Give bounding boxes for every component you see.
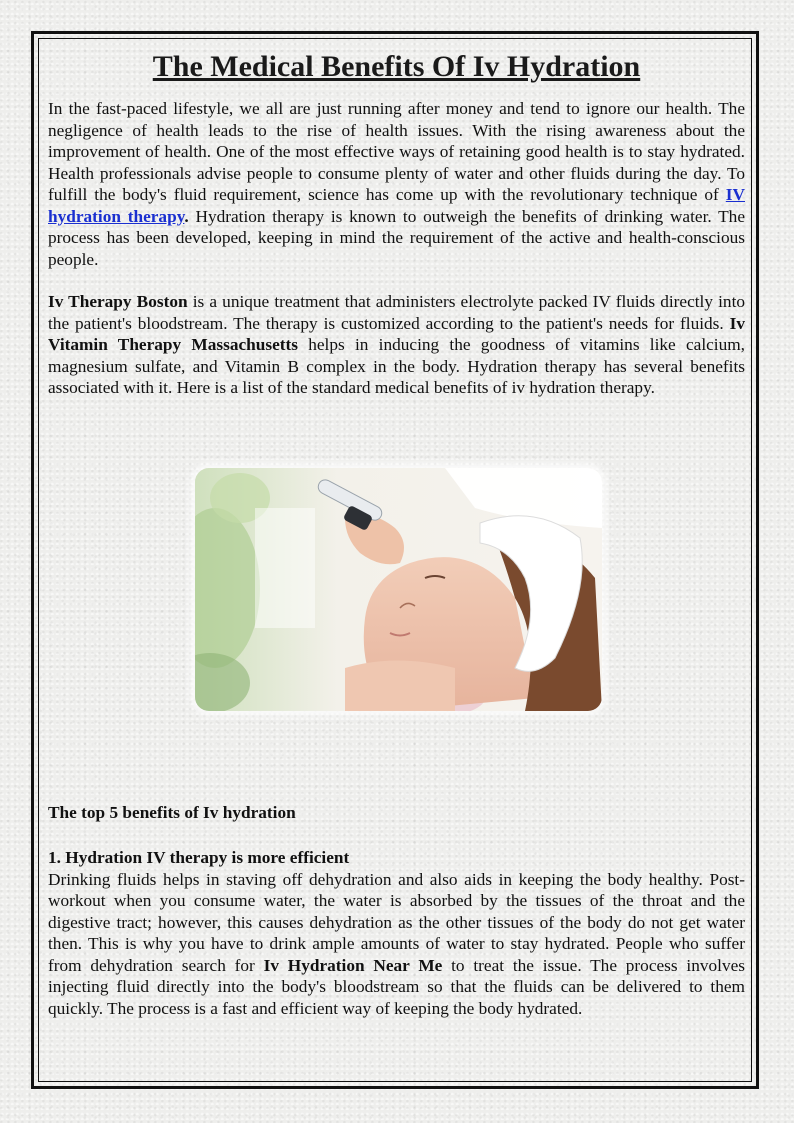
page-title: The Medical Benefits Of Iv Hydration	[152, 50, 641, 83]
iv-hydration-therapy-link[interactable]: IV hydration therapy	[48, 185, 745, 226]
iv-therapy-boston-keyword: Iv Therapy Boston	[48, 292, 188, 311]
benefit-1-text-part1: Drinking fluids helps in staving off dehydration and also aids in keeping the body healthy. Post-workout when you consume water, the water is absorbed by the tissues of the throat and the digestive tract; however, this causes dehydration as the other tissues of the body do not get water then. This is why you have to drink ample amounts of water to stay hydrated. People who suffer from dehydration search for	[48, 869, 745, 975]
photo-illustration	[195, 468, 602, 711]
intro-text-part1: In the fast-paced lifestyle, we all are just running after money and tend to ignore our health. The negligence of health leads to the rise of health issues. With the rising awareness about the improvement of health. One of the most effective ways of retaining good health is to stay hydrated. Health professionals advise people to consume plenty of water and other fluids during the day. To fulfill the body's fluid requirement, science has come up with the revolutionary technique of	[48, 99, 745, 204]
benefit-1-text-part2: to treat the issue. The process involves injecting fluid directly into the body's bloodstream so that the fluids can be delivered to them quickly. The process is a fast and efficient way of keeping the body hydrated.	[48, 955, 745, 1018]
benefits-section-title: The top 5 benefits of Iv hydration	[48, 803, 296, 822]
intro-text-part2: Hydration therapy is known to outweigh the benefits of drinking water. The process has been developed, keeping in mind the requirement of the active and health-conscious people.	[48, 206, 745, 269]
benefit-1-paragraph	[48, 869, 745, 1020]
benefit-1	[48, 847, 745, 1019]
therapy-text-part2: helps in inducing the goodness of vitamins like calcium, magnesium sulfate, and Vitamin B complex in the body. Hydration therapy has several benefits associated with it. Here is a list of the standard medical benefits of iv hydration therapy.	[48, 335, 745, 397]
article-body	[48, 48, 745, 399]
intro-paragraph	[48, 98, 745, 270]
benefit-1-heading: 1. Hydration IV therapy is more efficient	[48, 848, 350, 867]
iv-vitamin-therapy-keyword: Iv Vitamin Therapy Massachusetts	[48, 313, 745, 354]
iv-hydration-near-me-keyword: Iv Hydration Near Me	[263, 955, 443, 975]
therapy-paragraph	[48, 291, 745, 399]
intro-link-punct: .	[184, 206, 189, 226]
therapy-text-part1: is a unique treatment that administers electrolyte packed IV fluids directly into the patient's bloodstream. The therapy is customized according to the patient's needs for fluids.	[48, 292, 746, 333]
facial-treatment-photo	[195, 468, 602, 711]
